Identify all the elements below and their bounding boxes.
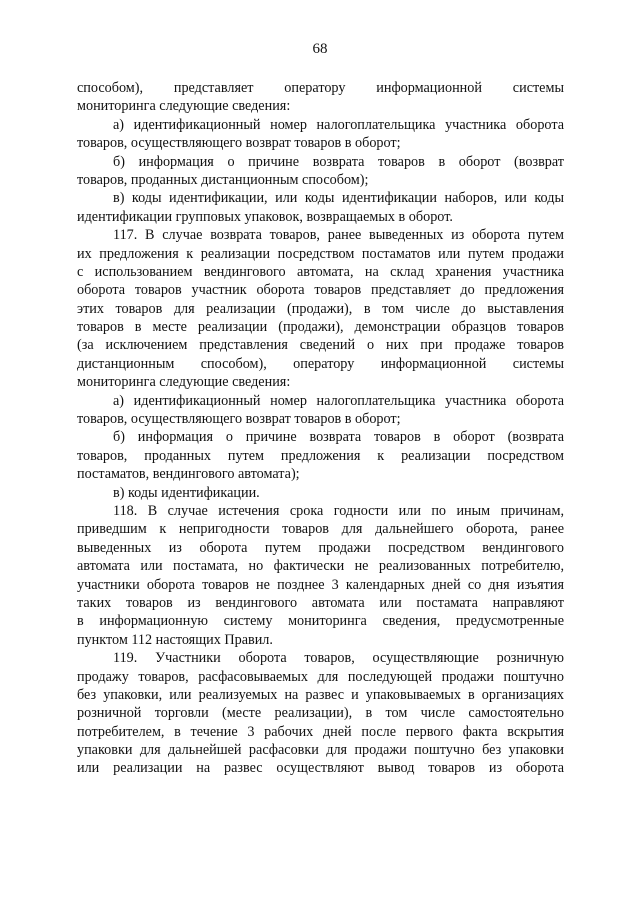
text-line: товаров в месте реализации (продажи), демонстрации образцов товаров (77, 319, 564, 336)
text-line: выведенных из оборота путем продажи посредством вендингового (77, 539, 564, 556)
text-line: таких товаров из вендингового автомата или постамата направляют (77, 594, 564, 611)
text-line: приведшим к непригодности товаров для дальнейшего оборота, ранее (77, 521, 564, 538)
text-line: 117. В случае возврата товаров, ранее выведенных из оборота путем (113, 227, 564, 244)
text-line: б) информация о причине возврата товаров в оборот (возврата (113, 429, 564, 446)
text-line: постаматов, вендингового автомата); (77, 466, 300, 483)
text-line: 119. Участники оборота товаров, осуществляющие розничную (113, 650, 564, 667)
text-line: их предложения к реализации посредством постаматов или путем продажи (77, 245, 564, 262)
text-line: участники оборота товаров не позднее 3 календарных дней со дня изъятия (77, 576, 564, 593)
text-line: дистанционным способом), оператору информационной системы (77, 355, 564, 372)
text-line: или реализации на развес осуществляют вывод товаров из оборота (77, 760, 564, 777)
text-line: продажу товаров, расфасовываемых для последующей продажи поштучно (77, 668, 564, 685)
text-line: в) коды идентификации, или коды идентификации наборов, или коды (113, 190, 564, 207)
text-line: (за исключением представления сведений о них при продаже товаров (77, 337, 564, 354)
text-line: пунктом 112 настоящих Правил. (77, 631, 273, 648)
text-line: мониторинга следующие сведения: (77, 98, 291, 115)
text-line: розничной торговли (месте реализации), в том числе самостоятельно (77, 705, 564, 722)
text-line: идентификации групповых упаковок, возвращаемых в оборот. (77, 208, 453, 225)
text-line: в) коды идентификации. (113, 484, 260, 501)
text-line: товаров, проданных путем предложения к реализации посредством (77, 447, 564, 464)
text-line: автомата или постамата, но фактически не реализованных потребителю, (77, 558, 564, 575)
text-line: товаров, осуществляющего возврат товаров в оборот; (77, 135, 401, 152)
text-line: мониторинга следующие сведения: (77, 374, 291, 391)
text-line: без упаковки, или реализуемых на развес и упаковываемых в организациях (77, 686, 564, 703)
document-body (77, 79, 564, 778)
text-line: этих товаров для реализации (продажи), в том числе до выставления (77, 300, 564, 317)
text-line: товаров, осуществляющего возврат товаров в оборот; (77, 411, 401, 428)
text-line: оборота товаров участник оборота товаров представляет до предложения (77, 282, 564, 299)
text-line: б) информация о причине возврата товаров в оборот (возврат (113, 153, 564, 170)
text-line: с использованием вендингового автомата, на склад хранения участника (77, 263, 564, 280)
text-line: в информационную систему мониторинга сведения, предусмотренные (77, 613, 564, 630)
text-line: а) идентификационный номер налогоплательщика участника оборота (113, 116, 564, 133)
text-line: потребителем, в течение 3 рабочих дней после первого факта вскрытия (77, 723, 564, 740)
text-line: а) идентификационный номер налогоплательщика участника оборота (113, 392, 564, 409)
page-number: 68 (312, 41, 328, 57)
text-line: упаковки для дальнейшей расфасовки для продажи поштучно без упаковки (77, 742, 564, 759)
text-line: 118. В случае истечения срока годности или по иным причинам, (113, 502, 564, 519)
text-line: способом), представляет оператору информационной системы (77, 80, 564, 96)
text-line: товаров, проданных дистанционным способом); (77, 171, 369, 188)
